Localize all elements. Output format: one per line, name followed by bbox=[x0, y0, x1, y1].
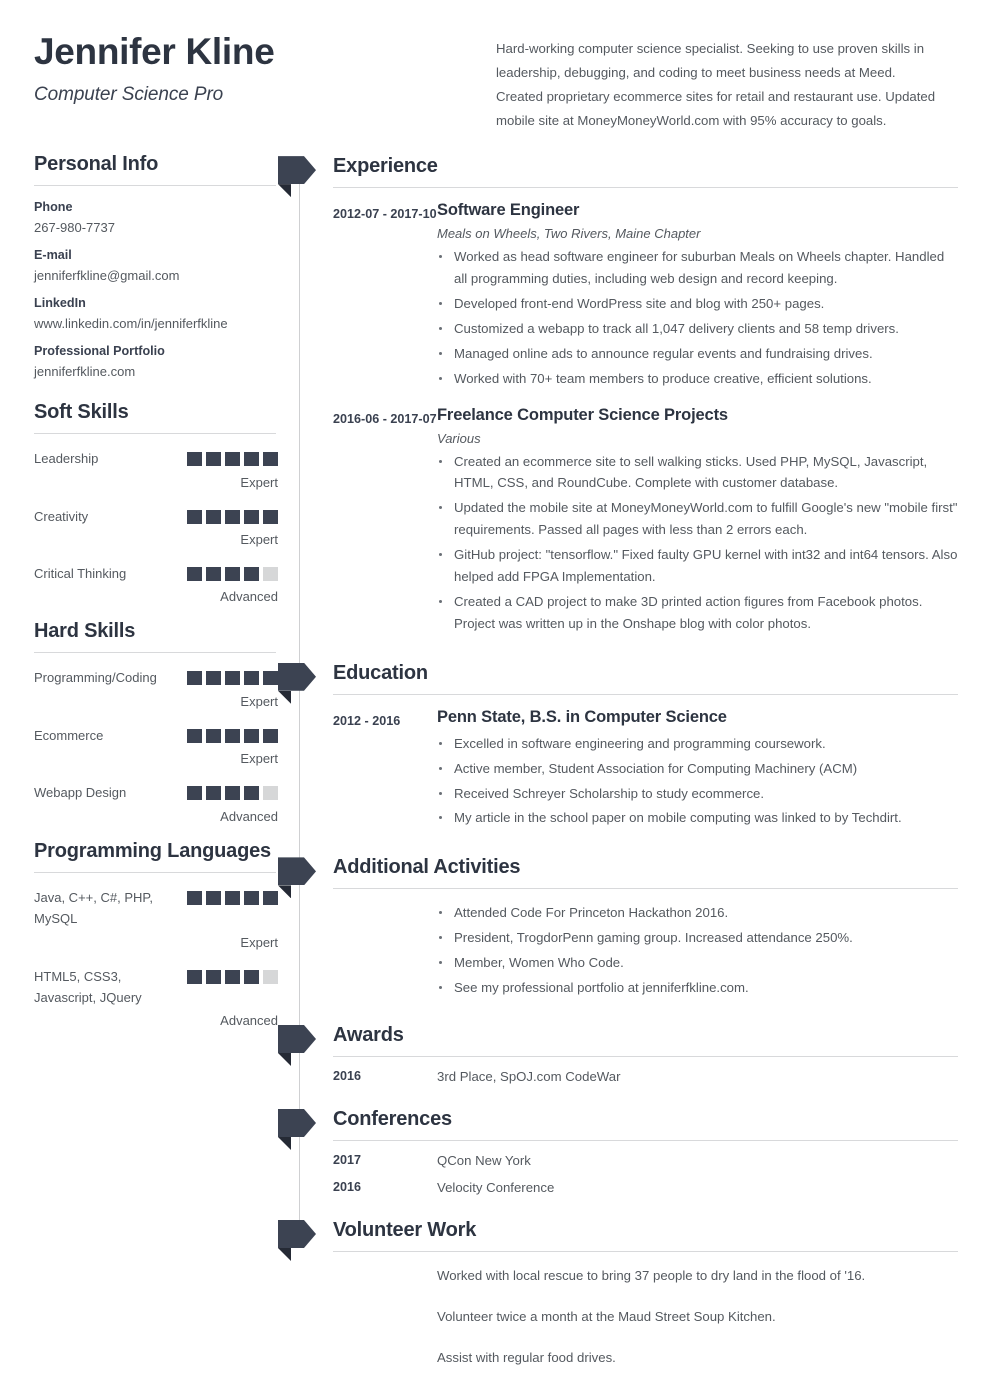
rating-squares bbox=[187, 891, 278, 905]
text-line: Assist with regular food drives. bbox=[437, 1349, 616, 1365]
entry-subtitle: Meals on Wheels, Two Rivers, Maine Chapter bbox=[437, 226, 701, 242]
rating-square-filled bbox=[263, 510, 278, 524]
skill-rating bbox=[187, 782, 278, 800]
rating-square-filled bbox=[225, 567, 240, 581]
entry-date-empty bbox=[333, 902, 437, 1002]
rating-square-empty bbox=[263, 786, 278, 800]
rating-square-filled bbox=[263, 452, 278, 466]
section-awards bbox=[299, 1022, 958, 1084]
bullet-item: See my professional portfolio at jenniferfkline.com. bbox=[437, 977, 958, 999]
divider bbox=[333, 1251, 958, 1252]
section-title: Awards bbox=[333, 1024, 404, 1046]
rating-square-filled bbox=[244, 729, 259, 743]
info-label: Phone bbox=[34, 200, 73, 215]
skill-row bbox=[34, 506, 278, 527]
ribbon-arrow-icon bbox=[278, 663, 316, 691]
hard-skills-list bbox=[34, 667, 278, 823]
conferences-rows bbox=[299, 1141, 958, 1195]
ribbon-arrow-icon bbox=[278, 156, 316, 184]
section-additional-activities bbox=[299, 854, 958, 1002]
skill-rating bbox=[187, 725, 278, 743]
bullet-list bbox=[437, 246, 958, 389]
divider bbox=[34, 433, 276, 434]
rating-square-filled bbox=[244, 970, 259, 984]
skill-rating bbox=[187, 887, 278, 905]
experience-header bbox=[299, 153, 958, 188]
main-column bbox=[278, 153, 958, 1388]
text-line: Worked with local rescue to bring 37 people to dry land in the flood of '16. bbox=[437, 1268, 866, 1283]
rating-square-filled bbox=[187, 671, 202, 685]
bullet-item: Updated the mobile site at MoneyMoneyWorld.com to fulfill Google's new "mobile first" requirements. Passed all pages with less than 2 errors each. bbox=[437, 497, 958, 541]
section-title: Conferences bbox=[333, 1108, 452, 1130]
section-experience bbox=[299, 153, 958, 638]
entry-date-empty bbox=[333, 1265, 437, 1388]
bullet-list bbox=[437, 902, 958, 999]
bullet-item: Active member, Student Association for Computing Machinery (ACM) bbox=[437, 758, 958, 780]
skill-item bbox=[34, 887, 278, 950]
skill-level-label: Expert bbox=[240, 934, 278, 950]
divider bbox=[333, 187, 958, 188]
info-value: 267-980-7737 bbox=[34, 220, 115, 236]
personal-info-list bbox=[34, 200, 278, 379]
additional-activities-header bbox=[299, 854, 958, 889]
professional-summary: Hard-working computer science specialist. Seeking to use proven skills in leadership, debugging, and coding to meet business needs at Meed. Created proprietary ecommerce sites for retail and restaurant use. Updated mobile site at MoneyMoneyWorld.com with 95% accuracy to goals. bbox=[496, 41, 936, 129]
skill-level-label: Advanced bbox=[220, 808, 278, 824]
hard-skills-heading: Hard Skills bbox=[34, 620, 136, 643]
section-volunteer-work bbox=[299, 1217, 958, 1388]
rating-square-filled bbox=[225, 729, 240, 743]
skill-name: Critical Thinking bbox=[34, 565, 127, 581]
skill-name: Programming/Coding bbox=[34, 670, 157, 686]
resume-entry bbox=[299, 188, 958, 392]
skill-row bbox=[34, 966, 278, 1009]
bullet-item: Attended Code For Princeton Hackathon 2016. bbox=[437, 902, 958, 924]
table-row bbox=[299, 1057, 958, 1084]
section-education bbox=[299, 660, 958, 833]
skill-level-label: Expert bbox=[240, 474, 278, 490]
skill-row bbox=[34, 667, 278, 688]
skill-level-label: Expert bbox=[240, 531, 278, 547]
info-value: www.linkedin.com/in/jenniferfkline bbox=[34, 316, 228, 332]
rating-square-filled bbox=[244, 510, 259, 524]
list-item bbox=[34, 296, 278, 331]
bullet-list bbox=[437, 733, 958, 830]
divider bbox=[333, 888, 958, 889]
volunteer-entry bbox=[299, 1252, 958, 1388]
skill-row bbox=[34, 782, 278, 803]
row-value: QCon New York bbox=[437, 1153, 531, 1168]
entry-title: Penn State, B.S. in Computer Science bbox=[437, 707, 727, 726]
entry-body bbox=[437, 902, 958, 1002]
row-date: 2016 bbox=[333, 1180, 362, 1194]
personal-info-heading: Personal Info bbox=[34, 153, 159, 176]
rating-square-filled bbox=[244, 786, 259, 800]
bullet-item: Worked with 70+ team members to produce creative, efficient solutions. bbox=[437, 368, 958, 390]
text-line: Volunteer twice a month at the Maud Street Soup Kitchen. bbox=[437, 1308, 776, 1324]
row-date: 2017 bbox=[333, 1153, 362, 1167]
section-title: Volunteer Work bbox=[333, 1219, 477, 1241]
bullet-item: Excelled in software engineering and programming coursework. bbox=[437, 733, 958, 755]
skill-name: Ecommerce bbox=[34, 727, 104, 743]
rating-square-filled bbox=[263, 671, 278, 685]
skill-level-label: Advanced bbox=[220, 1013, 278, 1029]
skill-row bbox=[34, 448, 278, 469]
skill-name: HTML5, CSS3, Javascript, JQuery bbox=[34, 968, 142, 1005]
skill-name: Creativity bbox=[34, 508, 89, 524]
sidebar bbox=[34, 153, 278, 1388]
rating-square-filled bbox=[206, 786, 221, 800]
info-label: E-mail bbox=[34, 248, 72, 263]
volunteer-work-header bbox=[299, 1217, 958, 1252]
awards-rows bbox=[299, 1057, 958, 1084]
header-summary-block bbox=[496, 28, 958, 133]
programming-languages-list bbox=[34, 887, 278, 1029]
bullet-item: Worked as head software engineer for suburban Meals on Wheels chapter. Handled all programming duties, including web design and record keeping. bbox=[437, 246, 958, 290]
bullet-item: Created a CAD project to make 3D printed action figures from Facebook photos. Project was written up in the Onshape blog with color photos. bbox=[437, 591, 958, 635]
rating-square-filled bbox=[263, 729, 278, 743]
bullet-item: My article in the school paper on mobile computing was linked to by Techdirt. bbox=[437, 807, 958, 829]
ribbon-arrow-icon bbox=[278, 1025, 316, 1053]
skill-rating bbox=[187, 448, 278, 466]
rating-square-filled bbox=[225, 510, 240, 524]
rating-square-filled bbox=[187, 452, 202, 466]
skill-row bbox=[34, 563, 278, 584]
skill-item bbox=[34, 506, 278, 547]
candidate-name: Jennifer Kline bbox=[34, 31, 275, 72]
rating-square-filled bbox=[187, 786, 202, 800]
rating-square-filled bbox=[244, 671, 259, 685]
rating-square-filled bbox=[187, 891, 202, 905]
divider bbox=[34, 872, 276, 873]
table-row bbox=[299, 1168, 958, 1195]
resume-columns bbox=[0, 153, 990, 1388]
skill-row bbox=[34, 725, 278, 746]
rating-square-filled bbox=[225, 786, 240, 800]
info-label: LinkedIn bbox=[34, 296, 86, 311]
skill-name: Leadership bbox=[34, 451, 99, 467]
list-item bbox=[34, 200, 278, 235]
skill-name: Webapp Design bbox=[34, 785, 127, 801]
list-item bbox=[34, 344, 278, 379]
rating-square-filled bbox=[206, 510, 221, 524]
skill-rating bbox=[187, 563, 278, 581]
section-conferences bbox=[299, 1106, 958, 1195]
skill-item bbox=[34, 966, 278, 1029]
soft-skills-list bbox=[34, 448, 278, 604]
bullet-item: Developed front-end WordPress site and blog with 250+ pages. bbox=[437, 293, 958, 315]
rating-squares bbox=[187, 567, 278, 581]
divider bbox=[34, 185, 276, 186]
skill-level-label: Expert bbox=[240, 693, 278, 709]
section-title: Additional Activities bbox=[333, 856, 521, 879]
bullet-list bbox=[437, 451, 958, 635]
entry-body bbox=[437, 708, 958, 833]
awards-header bbox=[299, 1022, 958, 1057]
divider bbox=[333, 1140, 958, 1141]
resume-header bbox=[0, 0, 990, 133]
rating-squares bbox=[187, 970, 278, 984]
entry-date: 2012 - 2016 bbox=[333, 713, 401, 728]
bullet-item: Managed online ads to announce regular events and fundraising drives. bbox=[437, 343, 958, 365]
table-row bbox=[299, 1141, 958, 1168]
ribbon-arrow-icon bbox=[278, 857, 316, 885]
rating-squares bbox=[187, 452, 278, 466]
skill-item bbox=[34, 448, 278, 489]
rating-square-filled bbox=[187, 567, 202, 581]
rating-square-empty bbox=[263, 970, 278, 984]
rating-square-filled bbox=[225, 452, 240, 466]
bullet-item: Customized a webapp to track all 1,047 delivery clients and 58 temp drivers. bbox=[437, 318, 958, 340]
skill-item bbox=[34, 782, 278, 823]
candidate-job-title: Computer Science Pro bbox=[34, 83, 224, 105]
ribbon-arrow-icon bbox=[278, 1220, 316, 1248]
row-date: 2016 bbox=[333, 1069, 362, 1083]
education-header bbox=[299, 660, 958, 695]
rating-square-filled bbox=[206, 891, 221, 905]
bullet-item: Member, Women Who Code. bbox=[437, 952, 958, 974]
section-title: Experience bbox=[333, 155, 438, 178]
rating-square-filled bbox=[206, 729, 221, 743]
section-personal-info bbox=[34, 153, 278, 379]
list-item bbox=[34, 248, 278, 283]
info-value: jenniferfkline@gmail.com bbox=[34, 268, 180, 284]
entry-date: 2012-07 - 2017-10 bbox=[333, 207, 437, 222]
rating-square-filled bbox=[244, 452, 259, 466]
skill-row bbox=[34, 887, 278, 930]
section-programming-languages bbox=[34, 840, 278, 1029]
bullet-item: GitHub project: "tensorflow." Fixed faulty GPU kernel with int32 and int64 tensors. Also helped add FPGA Implementation. bbox=[437, 544, 958, 588]
header-identity bbox=[34, 28, 496, 133]
skill-item bbox=[34, 725, 278, 766]
entry-body bbox=[437, 201, 958, 392]
skill-name: Java, C++, C#, PHP, MySQL bbox=[34, 889, 153, 927]
rating-square-filled bbox=[244, 567, 259, 581]
rating-square-filled bbox=[225, 671, 240, 685]
info-value: jenniferfkline.com bbox=[34, 364, 136, 380]
rating-square-filled bbox=[206, 452, 221, 466]
skill-rating bbox=[187, 966, 278, 984]
ribbon-arrow-icon bbox=[278, 1109, 316, 1137]
row-value: Velocity Conference bbox=[437, 1180, 555, 1195]
skill-rating bbox=[187, 667, 278, 685]
bullet-item: Received Schreyer Scholarship to study ecommerce. bbox=[437, 783, 958, 805]
skill-rating bbox=[187, 506, 278, 524]
rating-squares bbox=[187, 671, 278, 685]
education-entries bbox=[299, 695, 958, 833]
rating-square-filled bbox=[206, 567, 221, 581]
rating-squares bbox=[187, 729, 278, 743]
rating-squares bbox=[187, 510, 278, 524]
activities-entry bbox=[299, 889, 958, 1002]
bullet-item: Created an ecommerce site to sell walking sticks. Used PHP, MySQL, Javascript, HTML, CSS, and RoundCube. Complete with customer database. bbox=[437, 451, 958, 495]
entry-subtitle: Various bbox=[437, 430, 481, 446]
entry-title: Freelance Computer Science Projects bbox=[437, 405, 728, 424]
section-soft-skills bbox=[34, 401, 278, 604]
entry-body bbox=[437, 1265, 958, 1388]
conferences-header bbox=[299, 1106, 958, 1141]
info-label: Professional Portfolio bbox=[34, 344, 165, 359]
rating-square-filled bbox=[206, 671, 221, 685]
skill-level-label: Advanced bbox=[220, 589, 278, 605]
soft-skills-heading: Soft Skills bbox=[34, 401, 129, 424]
rating-square-filled bbox=[244, 891, 259, 905]
divider bbox=[333, 1056, 958, 1057]
rating-square-filled bbox=[187, 729, 202, 743]
skill-item bbox=[34, 563, 278, 604]
entry-date: 2016-06 - 2017-07 bbox=[333, 411, 437, 426]
rating-square-filled bbox=[263, 891, 278, 905]
skill-level-label: Expert bbox=[240, 751, 278, 767]
section-title: Education bbox=[333, 661, 428, 684]
row-value: 3rd Place, SpOJ.com CodeWar bbox=[437, 1069, 621, 1084]
section-hard-skills bbox=[34, 620, 278, 823]
resume-entry bbox=[299, 695, 958, 833]
programming-languages-heading: Programming Languages bbox=[34, 839, 271, 862]
entry-body bbox=[437, 406, 958, 638]
rating-square-filled bbox=[225, 891, 240, 905]
bullet-item: President, TrogdorPenn gaming group. Increased attendance 250%. bbox=[437, 927, 958, 949]
divider bbox=[333, 694, 958, 695]
skill-item bbox=[34, 667, 278, 708]
rating-square-empty bbox=[263, 567, 278, 581]
resume-entry bbox=[299, 393, 958, 638]
rating-square-filled bbox=[225, 970, 240, 984]
rating-square-filled bbox=[187, 510, 202, 524]
experience-entries bbox=[299, 188, 958, 638]
entry-title: Software Engineer bbox=[437, 201, 580, 220]
rating-square-filled bbox=[206, 970, 221, 984]
divider bbox=[34, 652, 276, 653]
rating-squares bbox=[187, 786, 278, 800]
rating-square-filled bbox=[187, 970, 202, 984]
